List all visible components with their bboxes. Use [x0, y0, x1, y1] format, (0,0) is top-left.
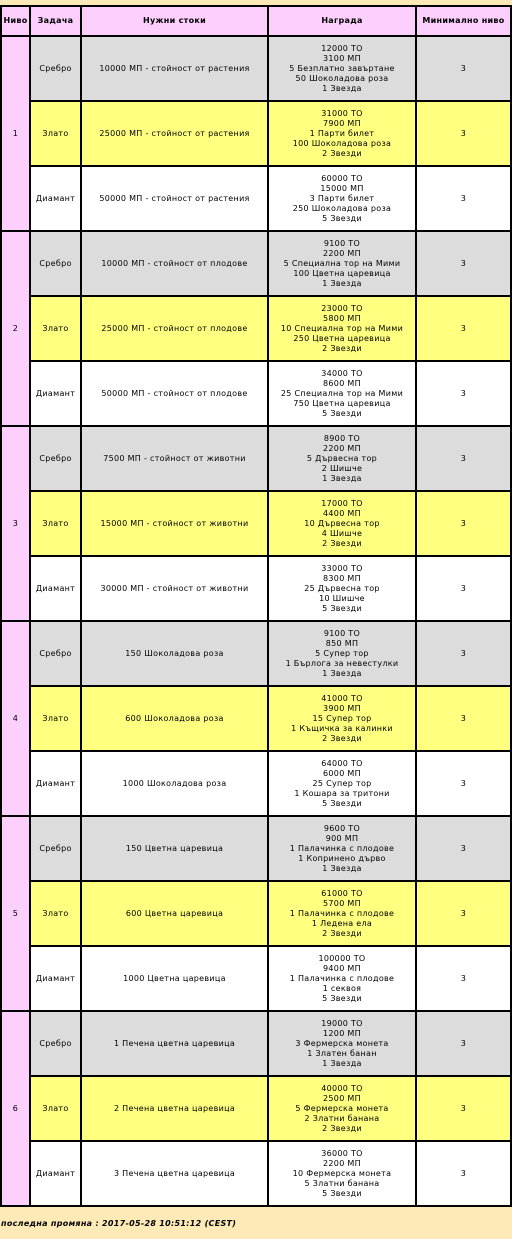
reward-line: 50 Шоколадова роза [295, 73, 389, 83]
reward-line: 900 МП [325, 833, 359, 843]
reward-line: 250 Шоколадова роза [292, 203, 392, 213]
reward-line: 41000 ТО [321, 693, 363, 703]
reward-line: 4 Шишче [321, 528, 363, 538]
reward-line: 1 Звезда [322, 863, 362, 873]
reward-line: 1 Кошара за тритони [294, 788, 390, 798]
goods-cell: 3 Печена цветна царевица [81, 1141, 268, 1206]
table-row [1, 426, 511, 491]
reward-line: 34000 ТО [321, 368, 363, 378]
reward-cell [268, 36, 416, 101]
task-cell: Злато [30, 491, 81, 556]
task-cell: Злато [30, 881, 81, 946]
reward-line: 750 Цветна царевица [293, 398, 391, 408]
goods-cell: 10000 МП - стойност от плодове [81, 231, 268, 296]
reward-cell [268, 751, 416, 816]
reward-line: 25 Дървесна тор [304, 583, 380, 593]
reward-line: 10 Дървесна тор [304, 518, 380, 528]
table-row [1, 946, 511, 1011]
table-row [1, 166, 511, 231]
goods-cell: 150 Цветна царевица [81, 816, 268, 881]
task-cell: Сребро [30, 621, 81, 686]
reward-line: 15000 МП [320, 183, 364, 193]
reward-line: 5 Звезди [322, 1188, 362, 1198]
min-level-cell: 3 [416, 751, 511, 816]
task-cell: Сребро [30, 426, 81, 491]
contest-table [0, 5, 512, 1207]
min-level-cell: 3 [416, 881, 511, 946]
reward-cell [268, 946, 416, 1011]
reward-cell [268, 101, 416, 166]
table-row [1, 1076, 511, 1141]
reward-line: 60000 ТО [321, 173, 363, 183]
task-cell: Сребро [30, 36, 81, 101]
header-min-level: Минимално ниво [416, 6, 511, 36]
reward-cell [268, 296, 416, 361]
table-row [1, 36, 511, 101]
reward-line: 61000 ТО [321, 888, 363, 898]
reward-line: 2 Звезди [322, 343, 362, 353]
reward-line: 10 Фермерска монета [292, 1168, 392, 1178]
reward-line: 4400 МП [323, 508, 361, 518]
level-cell: 4 [1, 621, 30, 816]
table-row [1, 1011, 511, 1076]
reward-line: 12000 ТО [321, 43, 363, 53]
reward-line: 1 Звезда [322, 473, 362, 483]
goods-cell: 50000 МП - стойност от растения [81, 166, 268, 231]
table-row [1, 491, 511, 556]
min-level-cell: 3 [416, 1141, 511, 1206]
goods-cell: 30000 МП - стойност от животни [81, 556, 268, 621]
reward-line: 10 Шишче [319, 593, 365, 603]
goods-cell: 2 Печена цветна царевица [81, 1076, 268, 1141]
min-level-cell: 3 [416, 101, 511, 166]
level-cell: 2 [1, 231, 30, 426]
min-level-cell: 3 [416, 621, 511, 686]
table-row [1, 556, 511, 621]
header-goods: Нужни стоки [81, 6, 268, 36]
reward-line: 250 Цветна царевица [293, 333, 391, 343]
reward-line: 23000 ТО [321, 303, 363, 313]
level-cell: 3 [1, 426, 30, 621]
task-cell: Диамант [30, 556, 81, 621]
reward-cell [268, 1076, 416, 1141]
level-cell: 5 [1, 816, 30, 1011]
reward-line: 100000 ТО [318, 953, 366, 963]
reward-line: 5700 МП [323, 898, 361, 908]
table-row [1, 296, 511, 361]
min-level-cell: 3 [416, 166, 511, 231]
reward-cell [268, 426, 416, 491]
reward-line: 1 Къщичка за калинки [291, 723, 393, 733]
reward-line: 9100 ТО [323, 628, 361, 638]
goods-cell: 600 Цветна царевица [81, 881, 268, 946]
reward-line: 1 Ледена ела [311, 918, 373, 928]
reward-line: 17000 ТО [321, 498, 363, 508]
task-cell: Злато [30, 686, 81, 751]
reward-line: 19000 ТО [321, 1018, 363, 1028]
reward-line: 5 Дървесна тор [306, 453, 378, 463]
min-level-cell: 3 [416, 361, 511, 426]
reward-line: 64000 ТО [321, 758, 363, 768]
goods-cell: 15000 МП - стойност от животни [81, 491, 268, 556]
goods-cell: 50000 МП - стойност от плодове [81, 361, 268, 426]
table-row [1, 751, 511, 816]
reward-line: 1 Звезда [322, 668, 362, 678]
reward-line: 2 Шишче [321, 463, 363, 473]
reward-line: 9600 ТО [323, 823, 361, 833]
reward-line: 2200 МП [323, 1158, 361, 1168]
header-reward: Награда [268, 6, 416, 36]
reward-line: 5 Звезди [322, 213, 362, 223]
task-cell: Диамант [30, 1141, 81, 1206]
reward-cell [268, 1141, 416, 1206]
reward-cell [268, 361, 416, 426]
reward-line: 8600 МП [323, 378, 361, 388]
last-modified-note: последна промяна : 2017-05-28 10:51:12 (CEST) [1, 1219, 237, 1228]
reward-line: 2 Звезди [322, 928, 362, 938]
min-level-cell: 3 [416, 946, 511, 1011]
reward-line: 5 Звезди [322, 408, 362, 418]
goods-cell: 10000 МП - стойност от растения [81, 36, 268, 101]
task-cell: Сребро [30, 1011, 81, 1076]
goods-cell: 1000 Шоколадова роза [81, 751, 268, 816]
task-cell: Сребро [30, 816, 81, 881]
task-cell: Злато [30, 101, 81, 166]
reward-cell [268, 816, 416, 881]
table-row [1, 686, 511, 751]
min-level-cell: 3 [416, 1011, 511, 1076]
task-cell: Диамант [30, 946, 81, 1011]
min-level-cell: 3 [416, 491, 511, 556]
task-cell: Злато [30, 296, 81, 361]
reward-line: 7900 МП [323, 118, 361, 128]
reward-cell [268, 881, 416, 946]
goods-cell: 25000 МП - стойност от растения [81, 101, 268, 166]
task-cell: Злато [30, 1076, 81, 1141]
reward-line: 25 Супер тор [312, 778, 372, 788]
reward-line: 1 Звезда [322, 278, 362, 288]
reward-line: 1 Звезда [322, 83, 362, 93]
reward-cell [268, 231, 416, 296]
level-cell: 1 [1, 36, 30, 231]
reward-line: 5 Звезди [322, 993, 362, 1003]
task-cell: Диамант [30, 751, 81, 816]
reward-line: 9100 ТО [323, 238, 361, 248]
reward-line: 1 Палачинка с плодове [289, 973, 395, 983]
reward-line: 3900 МП [323, 703, 361, 713]
reward-line: 100 Цветна царевица [293, 268, 391, 278]
reward-line: 8900 ТО [323, 433, 361, 443]
min-level-cell: 3 [416, 686, 511, 751]
reward-line: 15 Супер тор [312, 713, 372, 723]
reward-line: 5 Звезди [322, 798, 362, 808]
reward-cell [268, 621, 416, 686]
reward-line: 1 Звезда [322, 1058, 362, 1068]
goods-cell: 25000 МП - стойност от плодове [81, 296, 268, 361]
reward-line: 5 Фермерска монета [295, 1103, 389, 1113]
task-cell: Диамант [30, 361, 81, 426]
goods-cell: 1 Печена цветна царевица [81, 1011, 268, 1076]
reward-line: 5 Безплатно завъртане [289, 63, 395, 73]
min-level-cell: 3 [416, 556, 511, 621]
reward-line: 31000 ТО [321, 108, 363, 118]
reward-cell [268, 556, 416, 621]
reward-line: 2 Звезди [322, 538, 362, 548]
reward-line: 25 Специална тор на Мими [280, 388, 404, 398]
contest-table-container [0, 5, 510, 1207]
reward-line: 1 Парти билет [309, 128, 375, 138]
header-level: Ниво [1, 6, 30, 36]
table-row [1, 231, 511, 296]
min-level-cell: 3 [416, 426, 511, 491]
goods-cell: 7500 МП - стойност от животни [81, 426, 268, 491]
reward-line: 3 Фермерска монета [295, 1038, 389, 1048]
reward-line: 1 Бърлога за невестулки [285, 658, 399, 668]
reward-line: 2 Звезди [322, 1123, 362, 1133]
min-level-cell: 3 [416, 231, 511, 296]
table-row [1, 816, 511, 881]
reward-line: 1 Копринено дърво [298, 853, 386, 863]
reward-cell [268, 686, 416, 751]
reward-line: 36000 ТО [321, 1148, 363, 1158]
reward-line: 1 Палачинка с плодове [289, 908, 395, 918]
reward-line: 100 Шоколадова роза [292, 138, 392, 148]
reward-line: 1200 МП [323, 1028, 361, 1038]
reward-line: 5 Златни банана [304, 1178, 380, 1188]
reward-line: 2200 МП [323, 443, 361, 453]
table-row [1, 1141, 511, 1206]
reward-line: 40000 ТО [321, 1083, 363, 1093]
goods-cell: 600 Шоколадова роза [81, 686, 268, 751]
reward-cell [268, 1011, 416, 1076]
reward-line: 1 Палачинка с плодове [289, 843, 395, 853]
header-task: Задача [30, 6, 81, 36]
reward-line: 3100 МП [323, 53, 361, 63]
min-level-cell: 3 [416, 296, 511, 361]
table-row [1, 621, 511, 686]
reward-line: 2 Звезди [322, 148, 362, 158]
reward-line: 850 МП [325, 638, 359, 648]
reward-line: 5 Звезди [322, 603, 362, 613]
reward-line: 1 секвоя [322, 983, 362, 993]
reward-line: 5800 МП [323, 313, 361, 323]
reward-line: 2500 МП [323, 1093, 361, 1103]
reward-line: 8300 МП [323, 573, 361, 583]
reward-line: 5 Специална тор на Мими [283, 258, 401, 268]
reward-line: 5 Супер тор [315, 648, 369, 658]
min-level-cell: 3 [416, 1076, 511, 1141]
reward-line: 1 Златен банан [307, 1048, 377, 1058]
goods-cell: 1000 Цветна царевица [81, 946, 268, 1011]
table-row [1, 361, 511, 426]
reward-line: 2200 МП [323, 248, 361, 258]
reward-line: 3 Парти билет [309, 193, 375, 203]
table-row [1, 101, 511, 166]
min-level-cell: 3 [416, 36, 511, 101]
reward-line: 9400 МП [323, 963, 361, 973]
level-cell: 6 [1, 1011, 30, 1206]
table-row [1, 881, 511, 946]
reward-line: 10 Специална тор на Мими [280, 323, 404, 333]
goods-cell: 150 Шоколадова роза [81, 621, 268, 686]
reward-cell [268, 166, 416, 231]
reward-line: 33000 ТО [321, 563, 363, 573]
reward-line: 2 Златни банана [304, 1113, 380, 1123]
reward-line: 2 Звезди [322, 733, 362, 743]
header-row [1, 6, 511, 36]
reward-cell [268, 491, 416, 556]
min-level-cell: 3 [416, 816, 511, 881]
task-cell: Сребро [30, 231, 81, 296]
reward-line: 6000 МП [323, 768, 361, 778]
task-cell: Диамант [30, 166, 81, 231]
